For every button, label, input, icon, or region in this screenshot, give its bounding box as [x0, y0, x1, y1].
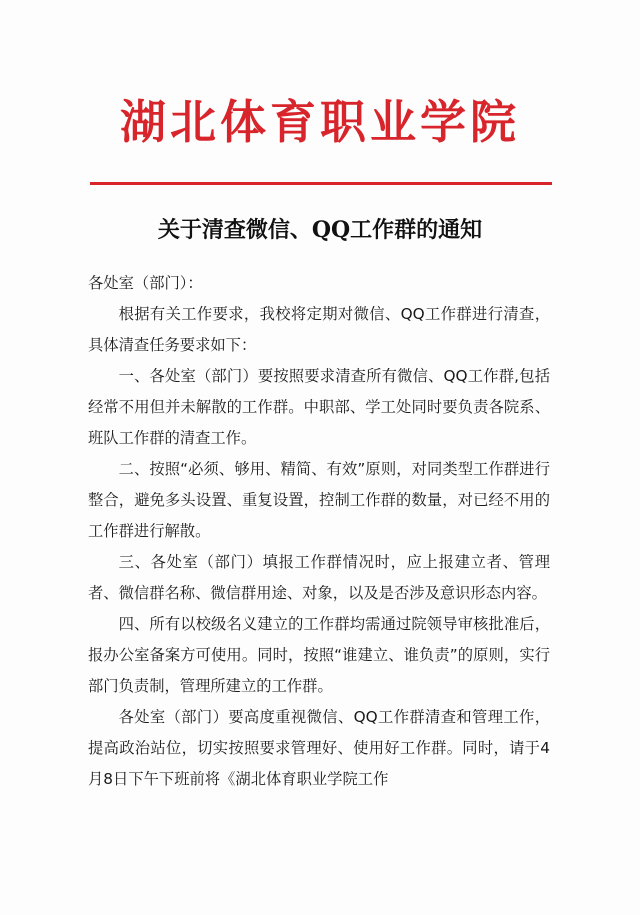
- paragraph-item-1: 一、各处室（部门）要按照要求清查所有微信、QQ工作群,包括经常不用但并未解散的工作群。中职部、学工处同时要负责各院系、班队工作群的清查工作。: [88, 367, 550, 447]
- paragraph-item-3: 三、各处室（部门）填报工作群情况时，应上报建立者、管理者、微信群名称、微信群用途、对象，以及是否涉及意识形态内容。: [88, 553, 550, 602]
- red-header-rule: [90, 182, 552, 185]
- paragraph-item-4: 四、所有以校级名义建立的工作群均需通过院领导审核批准后，报办公室备案方可使用。同时，按照“谁建立、谁负责”的原则，实行部门负责制，管理所建立的工作群。: [88, 615, 550, 695]
- notice-title: 关于清查微信、QQ工作群的通知: [157, 217, 483, 243]
- paragraph-closing: 各处室（部门）要高度重视微信、QQ工作群清查和管理工作，提高政治站位，切实按照要求管理好、使用好工作群。同时，请于4月8日下午下班前将《湖北体育职业学院工作: [88, 708, 550, 788]
- notice-body: [88, 268, 550, 795]
- paragraph-item-2: 二、按照“必须、够用、精简、有效”原则，对同类型工作群进行整合，避免多头设置、重复设置，控制工作群的数量，对已经不用的工作群进行解散。: [88, 460, 550, 540]
- salutation: 各处室（部门）：: [88, 274, 203, 292]
- paragraph-intro: 根据有关工作要求，我校将定期对微信、QQ工作群进行清查，具体清查任务要求如下：: [88, 305, 550, 354]
- institution-masthead: 湖北体育职业学院: [120, 95, 520, 149]
